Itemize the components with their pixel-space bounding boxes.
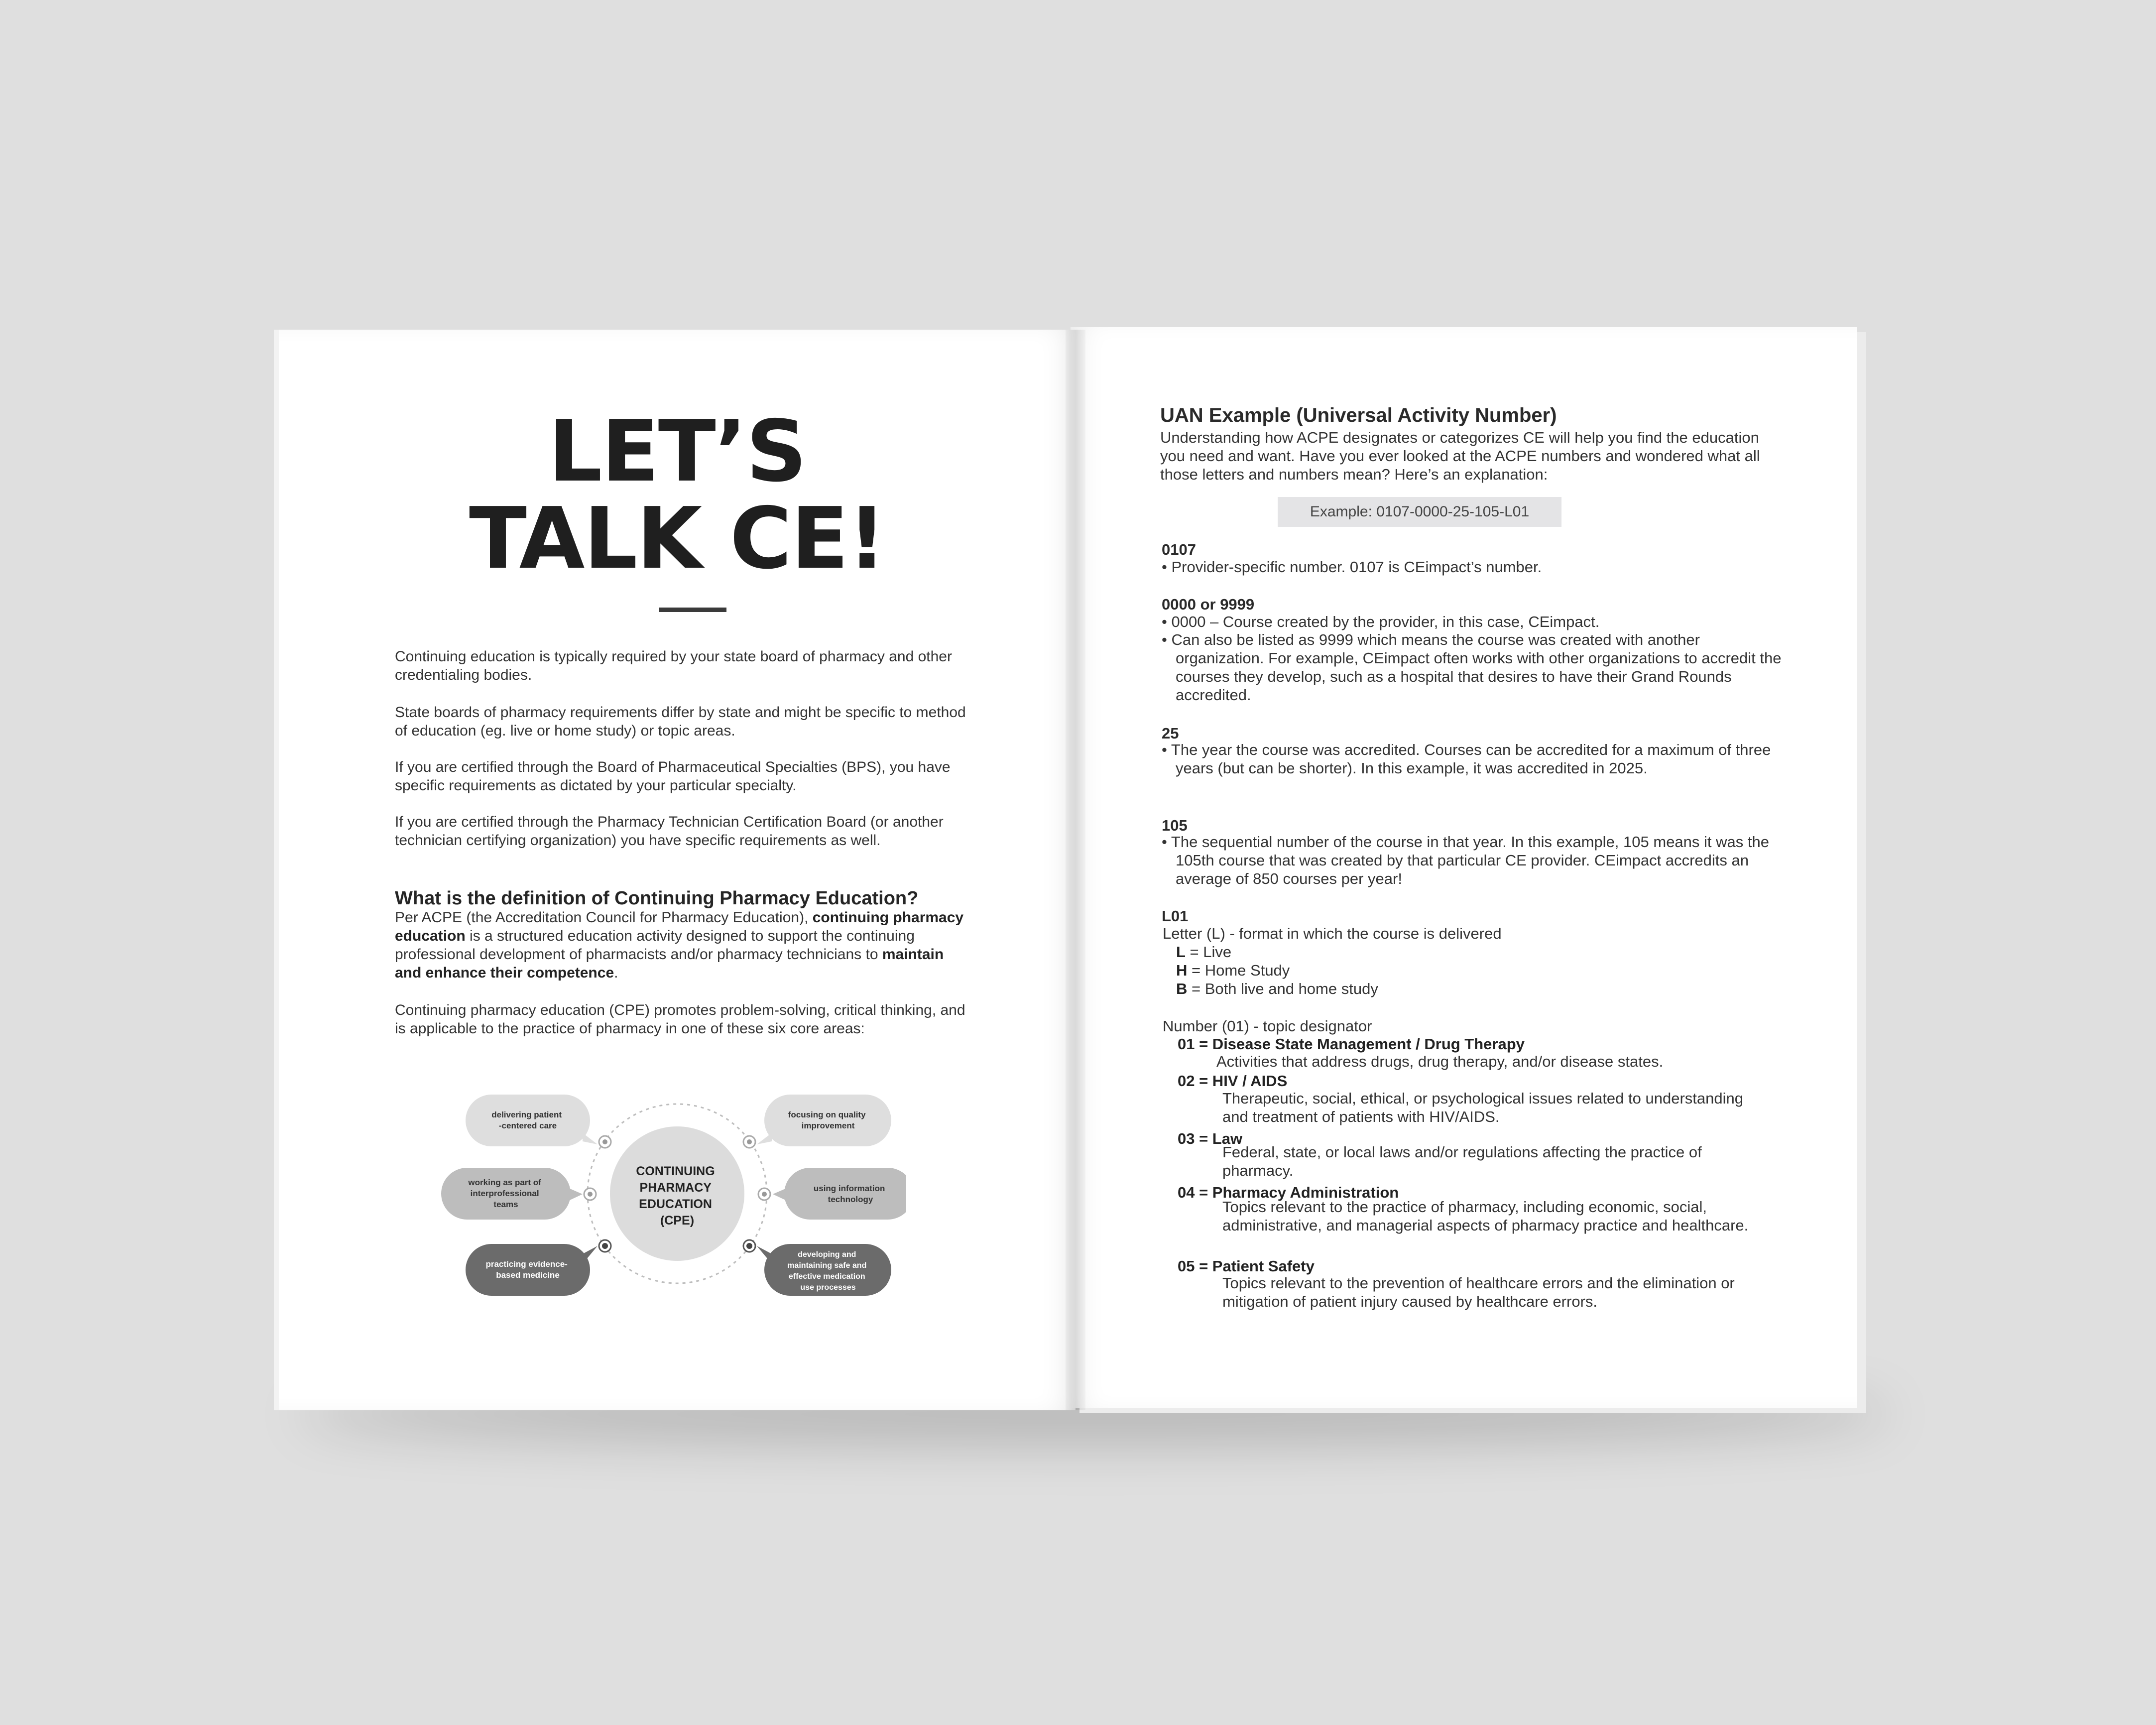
bullet-0107: • Provider-specific number. 0107 is CEimpact’s number. xyxy=(1162,558,1542,576)
uan-heading: UAN Example (Universal Activity Number) xyxy=(1160,404,1557,426)
bullet-0000-a: • 0000 – Course created by the provider, in this case, CEimpact. xyxy=(1162,613,1600,630)
paragraph-1: Continuing education is typically required by your state board of pharmacy and other credentialing bodies. xyxy=(395,648,952,683)
topic-01-label: 01 = Disease State Management / Drug Therapy xyxy=(1178,1035,1525,1053)
paragraph-3: If you are certified through the Board of Pharmaceutical Specialties (BPS), you have specific requirements as dictated by your particular specialty. xyxy=(395,759,951,794)
letter-line: Letter (L) - format in which the course is delivered xyxy=(1163,925,1502,942)
paragraph-5: Continuing pharmacy education (CPE) promotes problem-solving, critical thinking, and is applicable to the practice of pharmacy in one of these six core areas: xyxy=(395,1002,965,1037)
bubble-information-technology xyxy=(773,1168,906,1220)
code-l01: L01 xyxy=(1162,907,1189,925)
bubble-patient-centered xyxy=(466,1095,598,1146)
topic-04-label: 04 = Pharmacy Administration xyxy=(1178,1184,1399,1201)
paragraph-4: If you are certified through the Pharmacy Technician Certification Board (or another technician certifying organization) you have specific requirements as well. xyxy=(395,814,944,849)
title-divider xyxy=(659,608,726,612)
topic-03-label: 03 = Law xyxy=(1178,1130,1243,1147)
code-105: 105 xyxy=(1162,817,1188,834)
letter-both: B = Both live and home study xyxy=(1176,980,1378,997)
letter-live: L = Live xyxy=(1176,943,1232,961)
example-box: Example: 0107-0000-25-105-L01 xyxy=(1278,497,1561,527)
bubble-medication-use xyxy=(757,1244,891,1296)
bubble-interprofessional xyxy=(441,1168,583,1220)
page-title xyxy=(279,402,1076,588)
title-line-1: LET’S xyxy=(548,402,806,501)
number-line: Number (01) - topic designator xyxy=(1163,1017,1372,1035)
topic-03-desc: Federal, state, or local laws and/or regulations affecting the practice of pharmacy. xyxy=(1222,1143,1702,1179)
svg-text:focusing on quality impr: focusing on quality improvement xyxy=(788,1110,866,1130)
title-line-2: TALK CE! xyxy=(469,490,885,588)
center-line-2: PHARMACY xyxy=(639,1181,712,1195)
topic-05-label: 05 = Patient Safety xyxy=(1178,1257,1315,1275)
def-text-c: is a structured education activity designed to support the continuing professional development of pharmacists and/or pharmacy technicians to xyxy=(395,928,915,963)
svg-text:delivering patient -cent: delivering patient -centered care xyxy=(491,1110,562,1130)
topic-01-desc: Activities that address drugs, drug therapy, and/or disease states. xyxy=(1216,1053,1664,1070)
def-bold-b: continuing pharmacy education xyxy=(395,909,964,944)
bubble-quality-improvement xyxy=(757,1095,891,1146)
topic-05-desc: Topics relevant to the prevention of healthcare errors and the elimination or mitigation of patient injury caused by healthcare errors. xyxy=(1222,1274,1735,1310)
svg-text:practicing evidence- bas: practicing evidence- based medicine xyxy=(485,1259,568,1280)
center-line-4: (CPE) xyxy=(660,1214,695,1228)
code-25: 25 xyxy=(1162,725,1179,742)
uan-intro: Understanding how ACPE designates or categorizes CE will help you find the education you need and want. Have you ever looked at the ACPE numbers and wondered what all those letters and numbers mean? Here’s an explanation: xyxy=(1160,429,1760,483)
code-0000: 0000 or 9999 xyxy=(1162,596,1255,613)
topic-02-desc: Therapeutic, social, ethical, or psychological issues related to understanding and treatment of patients with HIV/AIDS. xyxy=(1222,1090,1743,1125)
bullet-25: • The year the course was accredited. Courses can be accredited for a maximum of three years (but can be shorter). In this example, it was accredited in 2025. xyxy=(1162,741,1771,777)
center-line-1: CONTINUING xyxy=(636,1164,715,1178)
def-text-a: Per ACPE (the Accreditation Council for Pharmacy Education), xyxy=(395,909,813,926)
letter-home: H = Home Study xyxy=(1176,962,1290,979)
topic-04-desc: Topics relevant to the practice of pharmacy, including economic, social, administrative, and managerial aspects of pharmacy practice and healthcare. xyxy=(1222,1198,1749,1234)
bubble-evidence-based xyxy=(466,1244,598,1296)
svg-text:developing and maintaini: developing and maintaining safe and effective medication use processes xyxy=(787,1250,867,1292)
svg-text:working as part of inter: working as part of interprofessional teams xyxy=(468,1178,541,1209)
def-bold-d: maintain and enhance their competence xyxy=(395,946,944,981)
code-0107: 0107 xyxy=(1162,541,1196,558)
definition-heading: What is the definition of Continuing Pharmacy Education? xyxy=(395,888,919,909)
definition-paragraph xyxy=(395,908,967,982)
center-line-3: EDUCATION xyxy=(639,1197,712,1211)
def-text-e: . xyxy=(614,965,618,981)
bullet-105: • The sequential number of the course in that year. In this example, 105 means it was the 105th course that was created by that particular CE provider. CEimpact accredits an average of 850 courses per year! xyxy=(1162,833,1769,887)
bullet-0000-b: • Can also be listed as 9999 which means the course was created with another organization. For example, CEimpact often works with other organizations to accredit the courses they develop, such as a hospital that desires to have their Grand Rounds accredited. xyxy=(1162,631,1782,704)
cpe-diagram xyxy=(433,1086,906,1305)
paragraph-2: State boards of pharmacy requirements differ by state and might be specific to method of education (eg. live or home study) or topic areas. xyxy=(395,704,966,739)
topic-02-label: 02 = HIV / AIDS xyxy=(1178,1072,1288,1090)
svg-text:using information techno: using information technology xyxy=(813,1184,885,1204)
